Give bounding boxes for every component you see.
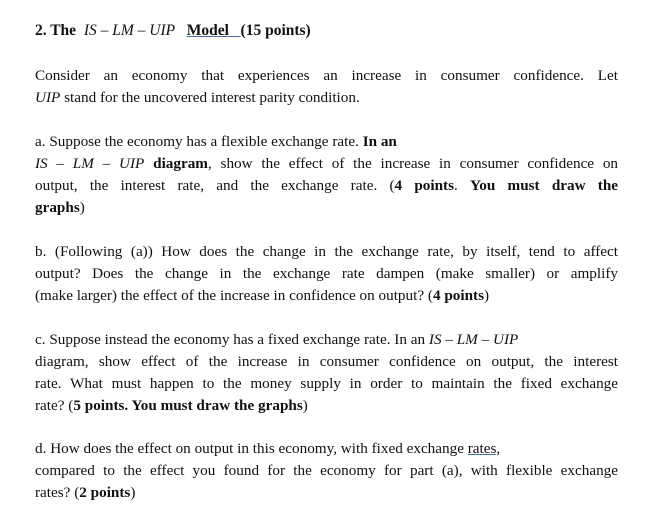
text-line bbox=[35, 263, 618, 285]
text-segment: diagram bbox=[144, 155, 208, 172]
text-line bbox=[35, 482, 618, 504]
text-segment: IS – LM – UIP bbox=[428, 331, 519, 348]
text-segment: rate? ( bbox=[35, 397, 74, 414]
text-line bbox=[35, 241, 618, 263]
text-segment: 5 points. You must draw the graphs bbox=[73, 397, 303, 414]
question-number: 2. The bbox=[35, 22, 77, 39]
points-label: (15 points) bbox=[240, 22, 311, 39]
text-segment: rate. What must happen to the money supply in order to maintain the fixed exchange bbox=[35, 375, 618, 392]
text-line bbox=[35, 197, 618, 219]
text-segment: , show the effect of the increase in consumer confidence on bbox=[207, 155, 619, 172]
text-segment: ) bbox=[130, 484, 136, 501]
text-segment: Consider an economy that experiences an increase in consumer confidence. Let bbox=[35, 67, 618, 84]
text-segment: ) bbox=[302, 397, 308, 414]
text-line bbox=[35, 395, 618, 417]
text-line bbox=[35, 87, 618, 109]
text-line bbox=[35, 329, 618, 351]
paragraph-intro bbox=[35, 65, 618, 109]
text-segment: stand for the uncovered interest parity condition. bbox=[60, 89, 360, 106]
text-segment: You must draw the bbox=[470, 177, 619, 194]
text-line bbox=[35, 438, 618, 460]
paragraph-question-c bbox=[35, 329, 618, 417]
text-segment: 2 points bbox=[79, 484, 131, 501]
text-segment: rates, bbox=[467, 440, 501, 457]
model-label: Model bbox=[186, 22, 229, 39]
text-line bbox=[35, 285, 618, 307]
text-segment: UIP bbox=[35, 89, 61, 106]
text-line bbox=[35, 131, 618, 153]
paragraph-question-b bbox=[35, 241, 618, 307]
text-segment: 4 points bbox=[394, 177, 454, 194]
text-segment: rates? ( bbox=[35, 484, 80, 501]
text-segment: c. Suppose instead the economy has a fixed exchange rate. In an bbox=[35, 331, 429, 348]
text-segment: d. How does the effect on output in this economy, with fixed exchange bbox=[35, 440, 468, 457]
text-segment: IS – LM – UIP bbox=[35, 155, 145, 172]
text-line bbox=[35, 65, 618, 87]
paragraph-question-a bbox=[35, 131, 618, 219]
question-title bbox=[35, 22, 311, 40]
text-line bbox=[35, 373, 618, 395]
text-segment: b. (Following (a)) How does the change in the exchange rate, by itself, tend to affect bbox=[35, 243, 618, 260]
text-segment: output, the interest rate, and the exchange rate. ( bbox=[35, 177, 395, 194]
text-segment: (make larger) the effect of the increase in confidence on output? ( bbox=[35, 287, 433, 304]
text-segment: compared to the effect you found for the economy for part (a), with flexible exchange bbox=[35, 462, 618, 479]
text-segment: a. Suppose the economy has a flexible exchange rate. bbox=[35, 133, 363, 150]
text-segment: . bbox=[454, 177, 471, 194]
text-segment: ) bbox=[79, 199, 85, 216]
text-line bbox=[35, 351, 618, 373]
text-segment: output? Does the change in the exchange rate dampen (make smaller) or amplify bbox=[35, 265, 618, 282]
paragraph-question-d bbox=[35, 438, 618, 504]
text-segment: diagram, show effect of the increase in consumer confidence on output, the interest bbox=[35, 353, 618, 370]
text-segment: ) bbox=[484, 287, 490, 304]
text-line bbox=[35, 460, 618, 482]
text-segment: 4 points bbox=[432, 287, 485, 304]
model-name: IS – LM – UIP bbox=[83, 22, 176, 39]
text-line bbox=[35, 153, 618, 175]
text-segment: graphs bbox=[35, 199, 80, 216]
text-segment: In an bbox=[362, 133, 397, 150]
text-line bbox=[35, 175, 618, 197]
